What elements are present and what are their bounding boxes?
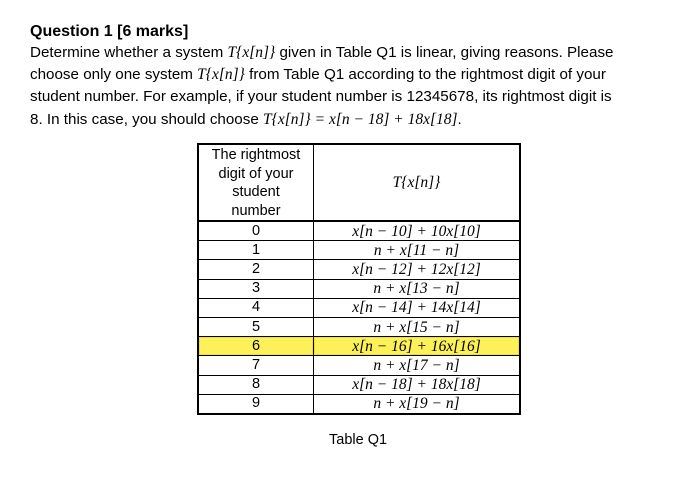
header-digit-cell [198,144,314,221]
header-line: number [231,202,281,219]
header-line: digit of your [218,165,294,182]
table-row [198,260,520,279]
table-row [198,375,520,394]
digit-cell: 9 [198,394,314,414]
digit-cell: 6 [198,337,314,356]
digit-cell: 5 [198,317,314,336]
math-expression: T{x[n]} = x[n − 18] + 18x[18] [263,110,458,128]
table-row [198,298,520,317]
header-line: student [232,184,280,200]
table-q1 [197,143,521,415]
header-line: The rightmost [211,147,301,163]
system-expression-cell: x[n − 18] + 18x[18] [314,375,521,394]
digit-cell: 4 [198,298,314,317]
question-line-4 [30,109,660,131]
table-caption: Table Q1 [329,432,388,448]
text-segment: given in Table Q1 is linear, giving reasons. Please [275,44,614,61]
table-row [198,221,520,241]
digit-cell: 2 [198,260,314,279]
question-line-3 [30,86,660,108]
table-row [198,337,520,356]
question-line-1 [30,42,660,64]
digit-cell: 3 [198,279,314,298]
text-segment: choose only one system [30,66,198,84]
system-expression-cell: n + x[15 − n] [314,317,521,336]
table-row [198,394,520,414]
table-row [198,241,520,260]
digit-cell: 1 [198,241,314,260]
table-row [198,279,520,298]
text-segment: Determine whether a system [30,44,228,61]
table-header-row [198,144,520,221]
header-system-cell: T{x[n]} [314,144,521,221]
digit-cell: 7 [198,356,314,375]
table-row [198,356,520,375]
text-segment: . [457,110,462,128]
system-expression-cell: n + x[19 − n] [314,394,521,414]
table-row [198,317,520,336]
text-segment: from Table Q1 according to the rightmost digit of your [244,66,606,84]
system-expression-cell: n + x[17 − n] [314,356,521,375]
system-expression-cell: x[n − 10] + 10x[10] [314,221,521,241]
question-text [30,42,660,131]
system-expression-cell: x[n − 12] + 12x[12] [314,260,521,279]
text-segment: 8. In this case, you should choose [30,110,264,128]
system-expression-cell: x[n − 16] + 16x[16] [314,337,521,356]
math-expression: T{x[n]} [197,66,245,84]
system-expression-cell: n + x[13 − n] [314,279,521,298]
text-segment: student number. For example, if your student number is 12345678, its rightmost digit is [30,88,612,106]
system-expression-cell: n + x[11 − n] [314,241,521,260]
digit-cell: 8 [198,375,314,394]
digit-cell: 0 [198,221,314,241]
question-title: Question 1 [6 marks] [30,23,189,40]
math-expression: T{x[n]} [227,44,276,61]
question-line-2 [30,64,660,86]
system-expression-cell: x[n − 14] + 14x[14] [314,298,521,317]
